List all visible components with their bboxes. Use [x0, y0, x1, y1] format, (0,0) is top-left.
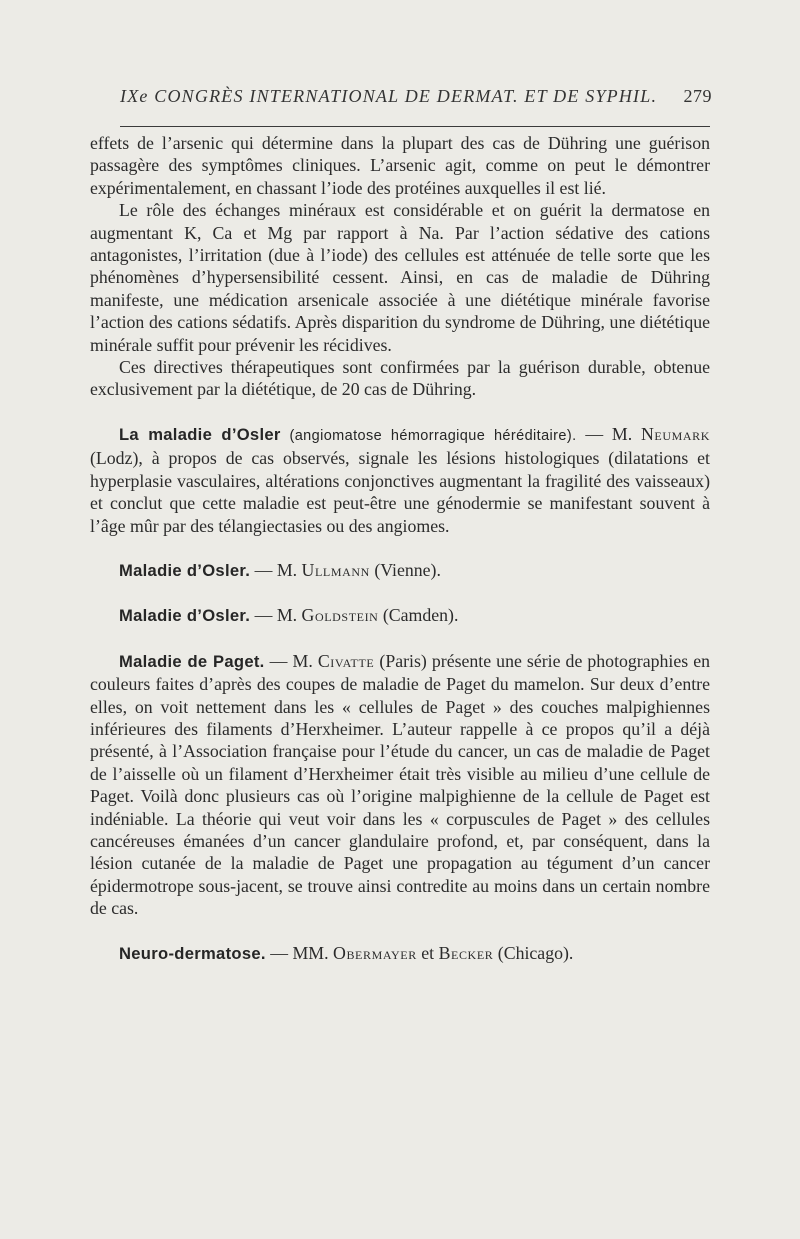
running-header	[120, 86, 712, 112]
entry-paget-civatte	[90, 650, 710, 920]
author-name: Becker	[438, 942, 494, 963]
entry-dash: — M.	[576, 423, 641, 444]
page-number: 279	[683, 86, 712, 106]
author-name: Neumark	[640, 423, 710, 444]
entry-text: (Chicago).	[493, 942, 574, 963]
entry-subheading: (angiomatose hémorragique héréditaire).	[289, 427, 577, 444]
paragraph-arsenic: effets de l’arsenic qui détermine dans la plupart des cas de Dühring une guérison passagère des symptômes cliniques. L’arsenic agit, comme on peut le démontrer expérimentalement, en chassant l’iode des protéines auxquelles il est lié.	[90, 133, 710, 198]
entry-heading: La maladie d’Osler	[119, 424, 281, 444]
author-name: Obermayer	[333, 942, 417, 963]
entry-dash: — MM.	[265, 942, 333, 963]
entry-heading: Maladie d’Osler.	[119, 606, 251, 626]
entry-conjunction: et	[416, 942, 439, 963]
entry-text: (Vienne).	[369, 559, 441, 580]
paragraph-therapeutic-directives: Ces directives thérapeutiques sont confirmées par la guérison durable, obtenue exclusivement par la diététique, de 20 cas de Dühring.	[90, 357, 710, 400]
page-body	[90, 132, 710, 965]
entry-neuro-dermatose	[90, 942, 710, 965]
entry-osler-neumark	[90, 423, 710, 537]
entry-heading: Neuro-dermatose.	[119, 943, 266, 963]
entry-dash: — M.	[250, 559, 302, 580]
author-name: Ullmann	[301, 559, 370, 580]
entry-text: (Camden).	[378, 605, 459, 626]
entry-osler-ullmann	[90, 559, 710, 582]
entry-dash: — M.	[264, 650, 318, 671]
entry-heading: Maladie de Paget.	[119, 651, 265, 671]
author-name: Civatte	[317, 650, 375, 671]
entry-osler-goldstein	[90, 604, 710, 627]
entry-text: (Paris) présente une série de photographies en couleurs faites d’après des coupes de maladie de Paget du mamelon. Sur deux d’entre elles, on voit nettement dans les « cellules de Paget » des couches malpighiennes inférieures des filaments d’Herxheimer. L’auteur rappelle à ce propos qu’il a déjà présenté, à l’Association française pour l’étude du cancer, un cas de maladie de Paget de l’aisselle où un filament d’Herxheimer était très visible au milieu d’une cellule de Paget. Voilà donc plusieurs cas où l’origine malpighienne de la cellule de Paget est indéniable. La théorie qui veut voir dans les « corpuscules de Paget » des cellules cancéreuses émanées d’un cancer glandulaire profond, et, par conséquent, dans la lésion cutanée de la maladie de Paget une propagation au tégument d’un cancer épidermotrope sous-jacent, se trouve ainsi contredite au moins dans un certain nombre de cas.	[90, 650, 710, 919]
running-title: IXe CONGRÈS INTERNATIONAL DE DERMAT. ET DE SYPHIL.	[120, 86, 658, 106]
entry-text: (Lodz), à propos de cas observés, signale les lésions histologiques (dilatations et hyperplasie vasculaires, altérations conjonctives augmentant la fragilité des vaisseaux) et conclut que cette maladie est peut-être une génodermie se manifestant souvent à l’âge mûr par des télangiectasies ou des angiomes.	[90, 448, 710, 536]
entry-heading: Maladie d’Osler.	[119, 560, 251, 580]
author-name: Goldstein	[301, 605, 379, 626]
header-rule	[120, 126, 710, 127]
entry-dash: — M.	[250, 605, 302, 626]
paragraph-mineral-exchanges: Le rôle des échanges minéraux est considérable et on guérit la dermatose en augmentant K, Ca et Mg par rapport à Na. Par l’action sédative des cations antagonistes, l’irritation (due à l’iode) des cellules est atténuée de telle sorte que les phénomènes d’hypersensibilité cessent. Ainsi, en cas de maladie de Dühring manifeste, une médication arsenicale associée à une diététique minérale favorise l’action des cations sédatifs. Après disparition du syndrome de Dühring, une diététique minérale suffit pour prévenir les récidives.	[90, 200, 710, 355]
